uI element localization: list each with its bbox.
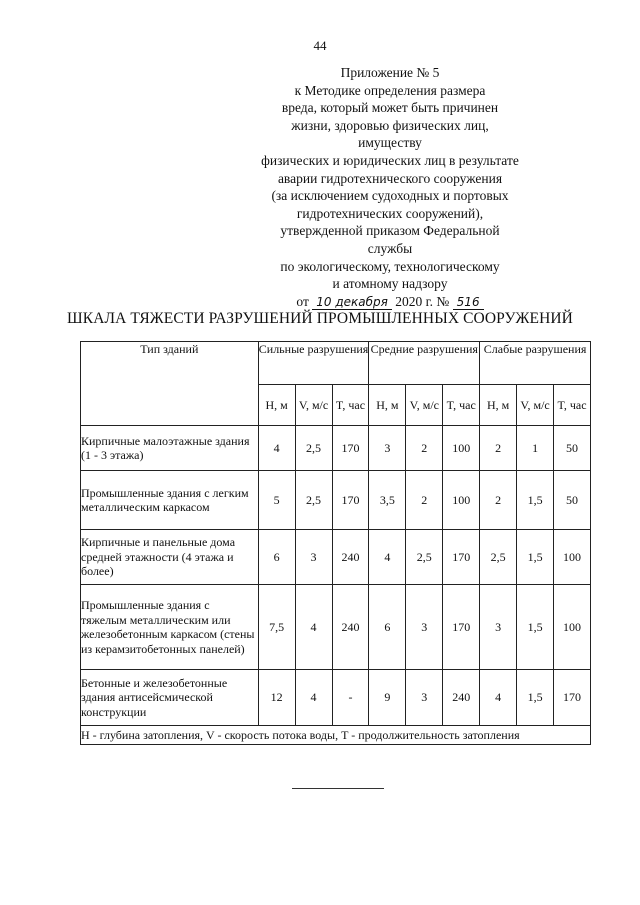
closing-divider [292,788,384,789]
value-cell: 3 [406,670,443,726]
document-title: ШКАЛА ТЯЖЕСТИ РАЗРУШЕНИЙ ПРОМЫШЛЕННЫХ СООРУЖЕНИЙ [67,310,573,327]
appendix-line: (за исключением судоходных и портовых [271,188,509,204]
page-number: 44 [313,38,327,53]
value-cell: 3 [295,530,332,585]
value-cell: 4 [258,426,295,471]
value-cell: 6 [369,585,406,670]
damage-scale-table [80,341,591,745]
value-cell: 1 [517,426,554,471]
value-cell: 6 [258,530,295,585]
value-cell: 2 [480,426,517,471]
unit-header: T, час [332,385,369,426]
building-type-cell: Кирпичные и панельные дома средней этажности (4 этажа и более) [81,530,259,585]
appendix-line: аварии гидротехнического сооружения [277,170,503,186]
unit-header: V, м/с [295,385,332,426]
table-row [81,471,591,530]
value-cell: 170 [443,585,480,670]
unit-header: V, м/с [517,385,554,426]
value-cell: 9 [369,670,406,726]
order-line [260,293,520,312]
value-cell: 1,5 [517,530,554,585]
table-row [81,585,591,670]
appendix-line: гидротехнических сооружений), [296,205,484,221]
order-number-handwritten: 516 [453,295,484,310]
value-cell: 100 [554,585,591,670]
value-cell: 5 [258,471,295,530]
type-column-header: Тип зданий [81,342,259,426]
value-cell: 100 [554,530,591,585]
value-cell: 4 [480,670,517,726]
value-cell: 2 [406,426,443,471]
value-cell: 3,5 [369,471,406,530]
value-cell: 7,5 [258,585,295,670]
appendix-line: по экологическому, технологическому [280,258,500,274]
value-cell: 240 [443,670,480,726]
table-row [81,670,591,726]
value-cell: 2,5 [406,530,443,585]
value-cell: 100 [443,471,480,530]
unit-header: T, час [443,385,480,426]
value-cell: 1,5 [517,670,554,726]
value-cell: 2,5 [295,426,332,471]
value-cell: 170 [554,670,591,726]
appendix-line: жизни, здоровью физических лиц, имуществу [291,117,489,151]
table-row [81,530,591,585]
unit-header: H, м [480,385,517,426]
value-cell: 50 [554,471,591,530]
order-date-handwritten: 10 декабря [312,295,392,310]
value-cell: 3 [480,585,517,670]
group-header-medium: Средние разрушения [369,342,480,385]
unit-header: H, м [369,385,406,426]
appendix-line: утвержденной приказом Федеральной службы [280,223,500,256]
value-cell: 50 [554,426,591,471]
value-cell: 170 [443,530,480,585]
value-cell: 170 [332,426,369,471]
order-year: 2020 г. № [395,293,450,309]
building-type-cell: Бетонные и железобетонные здания антисейсмической конструкции [81,670,259,726]
building-type-cell: Промышленные здания с легким металлическим каркасом [81,471,259,530]
appendix-line: Приложение № 5 [340,65,440,80]
appendix-line: к Методике определения размера [294,82,486,98]
value-cell: 2,5 [295,471,332,530]
value-cell: 2,5 [480,530,517,585]
unit-header: V, м/с [406,385,443,426]
value-cell: 2 [406,471,443,530]
building-type-cell: Кирпичные малоэтажные здания (1 - 3 этажа) [81,426,259,471]
footnote-row [81,726,591,745]
value-cell: 170 [332,471,369,530]
value-cell: 4 [369,530,406,585]
appendix-header [260,64,520,311]
value-cell: 240 [332,585,369,670]
value-cell: 1,5 [517,585,554,670]
appendix-line: физических и юридических лиц в результате [261,152,519,168]
value-cell: - [332,670,369,726]
order-prefix: от [296,293,309,309]
value-cell: 1,5 [517,471,554,530]
value-cell: 12 [258,670,295,726]
legend-footnote: H - глубина затопления, V - скорость потока воды, T - продолжительность затопления [81,726,591,745]
building-type-cell: Промышленные здания с тяжелым металлическим или железобетонным каркасом (стены из керамзитобетонных панелей) [81,585,259,670]
value-cell: 3 [369,426,406,471]
unit-header: T, час [554,385,591,426]
appendix-line: вреда, который может быть причинен [281,100,499,116]
group-header-weak: Слабые разрушения [480,342,591,385]
value-cell: 3 [406,585,443,670]
group-header-severe: Сильные разрушения [258,342,369,385]
table-row [81,426,591,471]
value-cell: 2 [480,471,517,530]
unit-header: H, м [258,385,295,426]
value-cell: 240 [332,530,369,585]
value-cell: 4 [295,585,332,670]
appendix-line: и атомному надзору [332,276,448,292]
value-cell: 4 [295,670,332,726]
value-cell: 100 [443,426,480,471]
